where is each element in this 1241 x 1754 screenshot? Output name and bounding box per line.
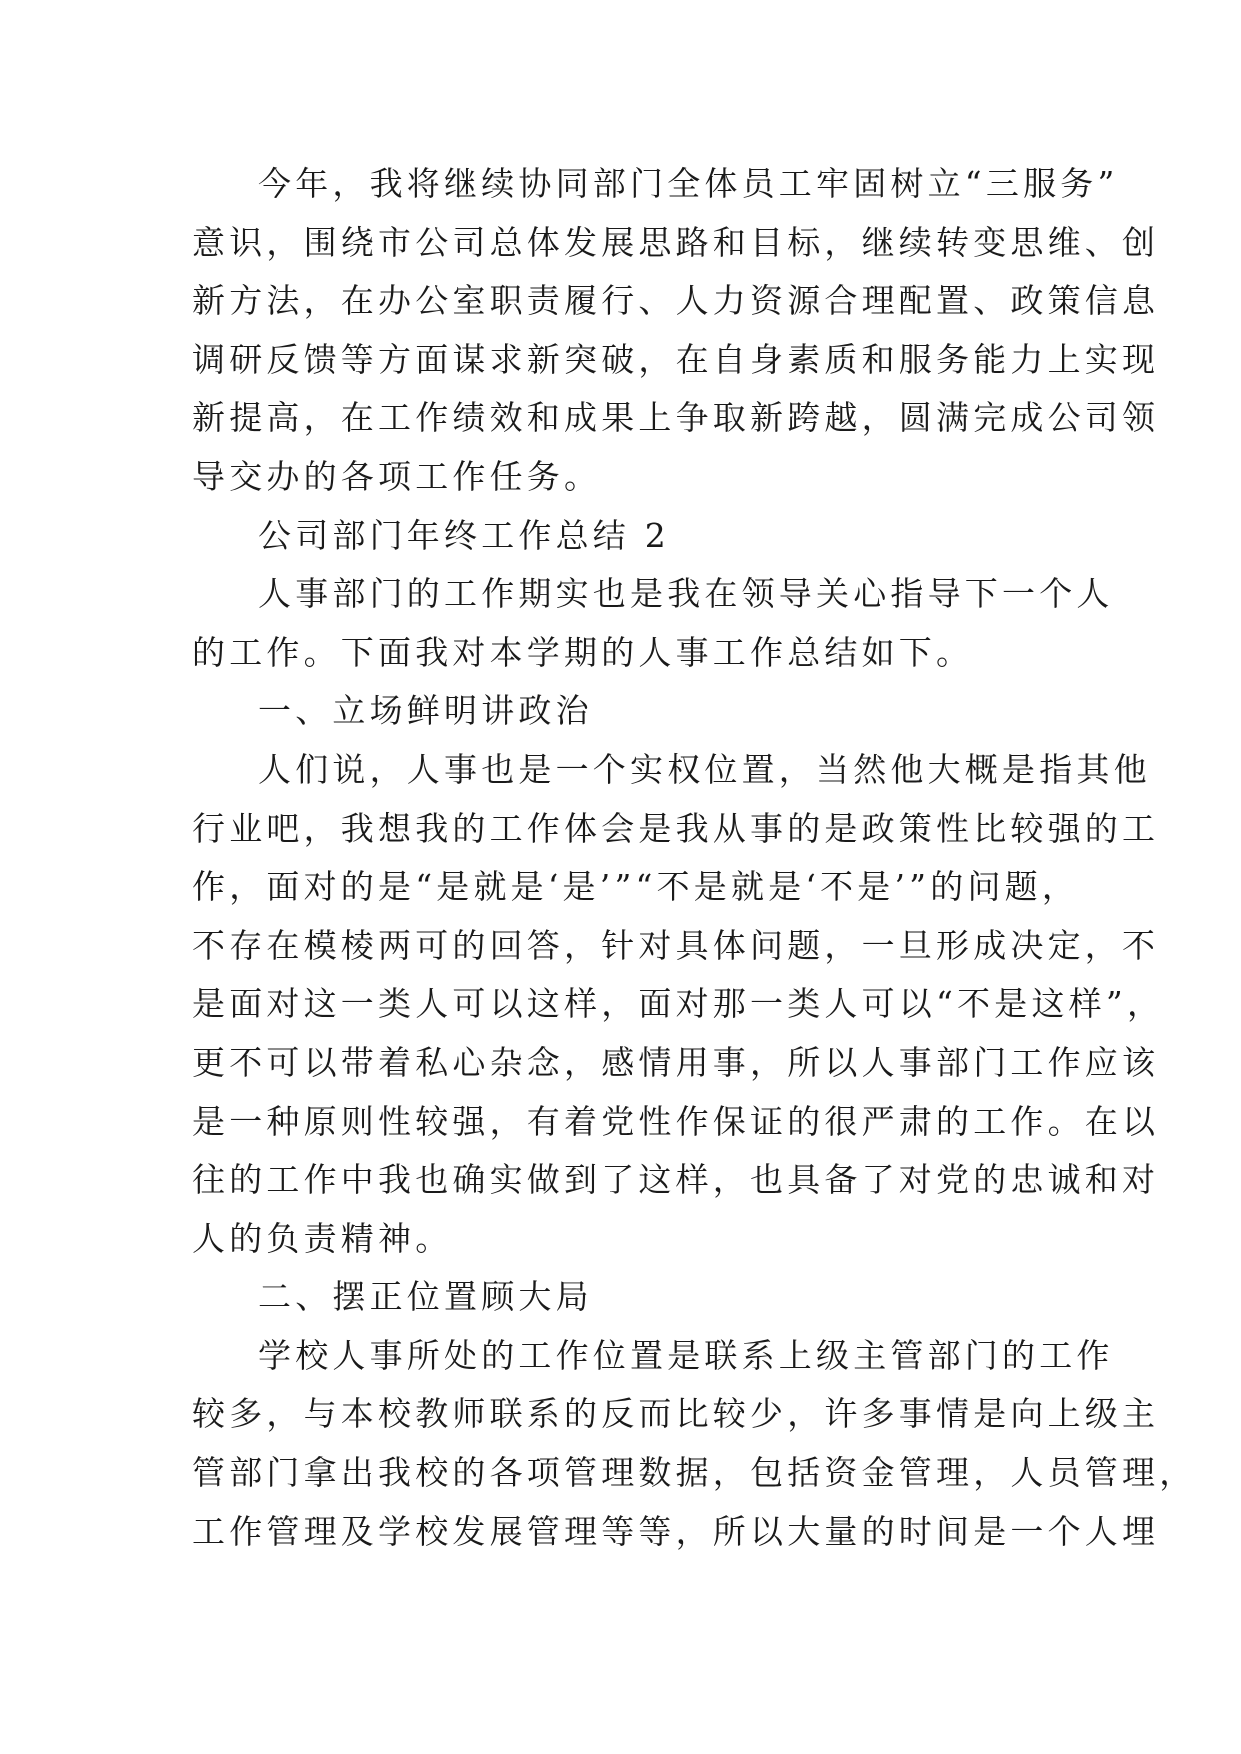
text-line: 管部门拿出我校的各项管理数据，包括资金管理，人员管理， [192, 1453, 1197, 1493]
section-title [192, 507, 1050, 566]
text-line: 不存在模棱两可的回答，针对具体问题，一旦形成决定，不 [192, 925, 1160, 965]
text-line: 意识，围绕市公司总体发展思路和目标，继续转变思维、创 [192, 222, 1160, 262]
text-line: 人的负责精神。 [192, 1218, 453, 1258]
text-line: 的工作。下面我对本学期的人事工作总结如下。 [192, 632, 974, 672]
paragraph-position [192, 1327, 1197, 1561]
heading-politics [192, 682, 1050, 741]
text-line: 工作管理及学校发展管理等等，所以大量的时间是一个人埋 [192, 1511, 1160, 1551]
text-line: 更不可以带着私心杂念，感情用事，所以人事部门工作应该 [192, 1042, 1160, 1082]
text-line: 今年，我将继续协同部门全体员工牢固树立“三服务” [258, 164, 1119, 203]
heading-position [192, 1268, 1050, 1327]
text-line: 行业吧，我想我的工作体会是我从事的是政策性比较强的工 [192, 808, 1160, 848]
text-line: 公司部门年终工作总结 2 [258, 515, 670, 555]
text-line: 新方法，在办公室职责履行、人力资源合理配置、政策信息 [192, 281, 1160, 321]
text-line: 作，面对的是“是就是‘是’”“不是就是‘不是’”的问题， [192, 867, 1080, 907]
paragraph-plan [192, 155, 1160, 507]
text-line: 导交办的各项工作任务。 [192, 456, 602, 496]
text-line: 新提高，在工作绩效和成果上争取新跨越，圆满完成公司领 [192, 398, 1160, 438]
text-line: 人们说，人事也是一个实权位置，当然他大概是指其他 [258, 749, 1151, 789]
document-body [192, 155, 1197, 1561]
text-line: 人事部门的工作期实也是我在领导关心指导下一个人 [258, 574, 1114, 614]
paragraph-intro [192, 565, 1114, 682]
text-line: 调研反馈等方面谋求新突破，在自身素质和服务能力上实现 [192, 339, 1160, 379]
paragraph-politics [192, 741, 1165, 1268]
text-line: 一、立场鲜明讲政治 [258, 691, 593, 731]
text-line: 较多，与本校教师联系的反而比较少，许多事情是向上级主 [192, 1394, 1160, 1434]
text-line: 二、摆正位置顾大局 [258, 1277, 593, 1317]
text-line: 是一种原则性较强，有着党性作保证的很严肃的工作。在以 [192, 1101, 1160, 1141]
text-line: 学校人事所处的工作位置是联系上级主管部门的工作 [258, 1335, 1114, 1375]
text-line: 往的工作中我也确实做到了这样，也具备了对党的忠诚和对 [192, 1160, 1160, 1200]
text-line: 是面对这一类人可以这样，面对那一类人可以“不是这样”， [192, 984, 1165, 1024]
